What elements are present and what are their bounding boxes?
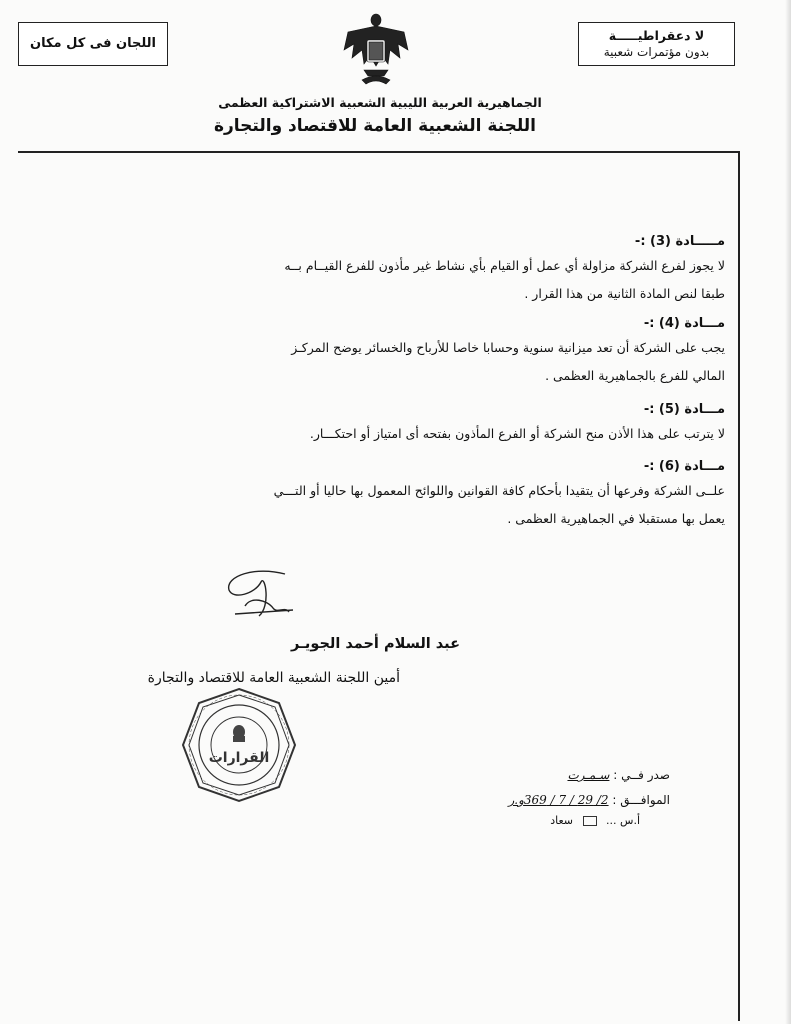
footer-typist: سعاد [550, 814, 574, 827]
article-line: علــى الشركة وفرعها أن يتقيدا بأحكام كافة القوانين واللوائح المعمول بها حاليا أو التـــي [273, 483, 725, 498]
slogan-box-right [578, 22, 735, 66]
slogan-right-line1: لا دعقراطيـــــة [608, 28, 705, 43]
pen-icon [583, 816, 597, 826]
signatory-name: عبد السلام أحمد الجويـر [290, 636, 460, 652]
date-value: 2/ 29 / 7 / 369و.ر [508, 793, 609, 807]
official-stamp-seal [180, 686, 298, 804]
signature-scribble [215, 566, 315, 626]
article-title: مـــادة (4) :- [643, 316, 725, 331]
article-title: مـــادة (5) :- [643, 402, 725, 417]
issued-line [440, 768, 670, 782]
footer-initials: أ.س ... [606, 814, 640, 827]
date-label: الموافـــق : [612, 793, 670, 807]
margin-rule [738, 151, 740, 1021]
signatory-title: أمين اللجنة الشعبية العامة للاقتصاد والتجارة [147, 670, 400, 686]
article-line: طبقا لنص المادة الثانية من هذا القرار . [524, 286, 725, 301]
article-title: مـــادة (6) :- [643, 459, 725, 474]
state-name: الجماهيرية العربية الليبية الشعبية الاشتراكية العظمى [218, 95, 542, 110]
scan-edge-shadow [785, 0, 791, 1024]
stamp-label: القرارات [208, 750, 270, 766]
slogan-right-line2: بدون مؤتمرات شعبية [603, 45, 710, 59]
header-rule [18, 151, 740, 153]
article-line: لا يترتب على هذا الأذن منح الشركة أو الفرع المأذون بفتحه أى امتياز أو احتكـــار. [309, 426, 725, 441]
eagle-emblem-icon [340, 10, 412, 90]
article-title: مـــــادة (3) :- [634, 234, 725, 249]
article-line: لا يجوز لفرع الشركة مزاولة أي عمل أو القيام بأي نشاط غير مأذون للفرع القيــام بــه [284, 258, 725, 273]
slogan-left-text: اللجان فى كل مكان [30, 36, 156, 51]
article-line: يجب على الشركة أن تعد ميزانية سنوية وحسابا خاصا للأرباح والخسائر يوضح المركـز [291, 340, 725, 355]
article-line: يعمل بها مستقبلا في الجماهيرية العظمى . [507, 511, 725, 526]
typist-line [460, 814, 640, 827]
article-line: المالي للفرع بالجماهيرية العظمى . [545, 368, 725, 383]
date-line [430, 793, 670, 807]
issued-label: صدر فــي : [613, 768, 670, 782]
issued-place: سـمـرت [567, 768, 610, 782]
slogan-box-left [18, 22, 168, 66]
committee-name: اللجنة الشعبية العامة للاقتصاد والتجارة [213, 116, 537, 136]
